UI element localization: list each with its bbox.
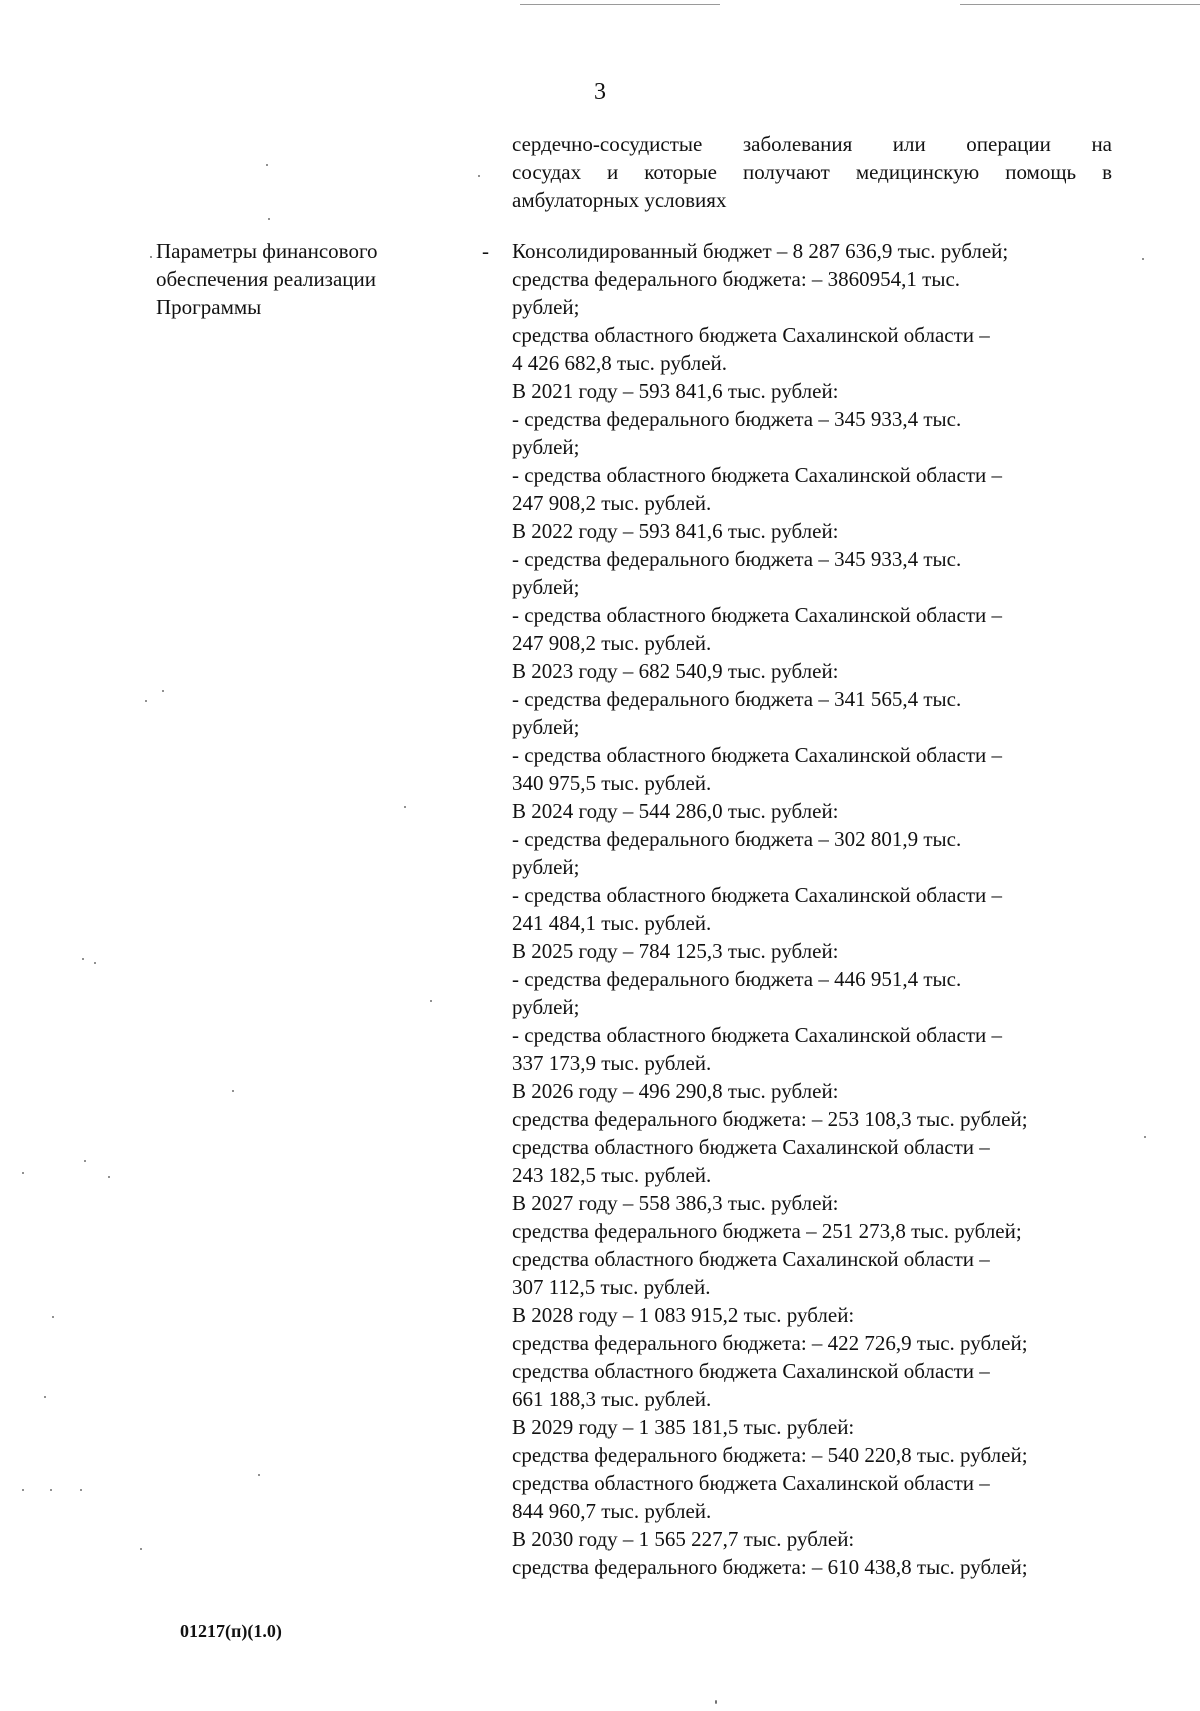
financing-line: 661 188,3 тыс. рублей. xyxy=(512,1387,712,1411)
scan-speck xyxy=(715,1700,717,1704)
financing-line: В 2030 году – 1 565 227,7 тыс. рублей: xyxy=(512,1527,855,1551)
financing-line: В 2023 году – 682 540,9 тыс. рублей: xyxy=(512,659,839,683)
financing-line: В 2029 году – 1 385 181,5 тыс. рублей: xyxy=(512,1415,855,1439)
financing-line: средства федерального бюджета: – 253 108,3 тыс. рублей; xyxy=(512,1107,1028,1131)
scan-speck xyxy=(94,962,96,964)
scan-speck xyxy=(84,1160,86,1162)
scan-speck xyxy=(232,1090,234,1092)
financing-line: рублей; xyxy=(512,995,580,1019)
scan-speck xyxy=(22,1489,24,1491)
scan-speck xyxy=(404,806,406,808)
financing-line: 337 173,9 тыс. рублей. xyxy=(512,1051,712,1075)
financing-line: рублей; xyxy=(512,435,580,459)
scan-speck xyxy=(430,1000,432,1002)
financing-line: рублей; xyxy=(512,295,580,319)
financing-line: средства областного бюджета Сахалинской области – xyxy=(512,1359,990,1383)
financing-line: 241 484,1 тыс. рублей. xyxy=(512,911,712,935)
financing-line: средства федерального бюджета: – 610 438,8 тыс. рублей; xyxy=(512,1555,1028,1579)
scan-speck xyxy=(140,1548,142,1550)
financing-line: В 2025 году – 784 125,3 тыс. рублей: xyxy=(512,939,839,963)
financing-line: - средства федерального бюджета – 345 933,4 тыс. xyxy=(512,547,962,571)
financing-line: - средства областного бюджета Сахалинской области – xyxy=(512,603,1002,627)
intro-line: сердечно-сосудистые заболевания или операции на xyxy=(512,132,1112,156)
financing-line: средства областного бюджета Сахалинской области – xyxy=(512,323,990,347)
financing-line: - средства областного бюджета Сахалинской области – xyxy=(512,883,1002,907)
intro-line: амбулаторных условиях xyxy=(512,188,727,212)
scan-speck xyxy=(258,1474,260,1476)
financing-line: 4 426 682,8 тыс. рублей. xyxy=(512,351,728,375)
financing-line: - средства областного бюджета Сахалинской области – xyxy=(512,1023,1002,1047)
financing-line: Консолидированный бюджет – 8 287 636,9 тыс. рублей; xyxy=(512,239,1009,263)
scan-speck xyxy=(1142,258,1144,260)
page-number: 3 xyxy=(594,79,606,105)
financing-line: - средства федерального бюджета – 446 951,4 тыс. xyxy=(512,967,962,991)
financing-line: средства областного бюджета Сахалинской области – xyxy=(512,1247,990,1271)
financing-line: В 2022 году – 593 841,6 тыс. рублей: xyxy=(512,519,839,543)
scan-speck xyxy=(266,164,268,166)
financing-line: В 2024 году – 544 286,0 тыс. рублей: xyxy=(512,799,839,823)
financing-line: средства федерального бюджета: – 3860954,1 тыс. xyxy=(512,267,961,291)
scan-rule-left xyxy=(520,4,720,5)
financing-line: В 2021 году – 593 841,6 тыс. рублей: xyxy=(512,379,839,403)
scan-speck xyxy=(82,958,84,960)
financing-line: - средства федерального бюджета – 345 933,4 тыс. xyxy=(512,407,962,431)
scan-speck xyxy=(108,1176,110,1178)
scan-speck xyxy=(145,700,147,702)
financing-line: рублей; xyxy=(512,575,580,599)
financing-line: - средства областного бюджета Сахалинской области – xyxy=(512,743,1002,767)
financing-line: - средства федерального бюджета – 341 565,4 тыс. xyxy=(512,687,962,711)
parameter-label-line: Параметры финансового xyxy=(156,239,378,263)
intro-paragraph xyxy=(512,130,1112,214)
scan-speck xyxy=(268,218,270,220)
parameter-label xyxy=(156,237,456,321)
financing-line: В 2028 году – 1 083 915,2 тыс. рублей: xyxy=(512,1303,855,1327)
financing-line: средства областного бюджета Сахалинской области – xyxy=(512,1471,990,1495)
row-separator-dash: - xyxy=(482,239,489,263)
financing-line: средства федерального бюджета: – 422 726,9 тыс. рублей; xyxy=(512,1331,1028,1355)
parameter-label-line: обеспечения реализации xyxy=(156,267,377,291)
financing-line: средства федерального бюджета – 251 273,8 тыс. рублей; xyxy=(512,1219,1022,1243)
financing-details xyxy=(512,237,1112,1581)
financing-line: В 2027 году – 558 386,3 тыс. рублей: xyxy=(512,1191,839,1215)
parameter-label-line: Программы xyxy=(156,295,262,319)
financing-line: 307 112,5 тыс. рублей. xyxy=(512,1275,711,1299)
scan-rule-right xyxy=(960,4,1200,5)
financing-line: средства областного бюджета Сахалинской области – xyxy=(512,1135,990,1159)
financing-line: рублей; xyxy=(512,715,580,739)
financing-line: - средства областного бюджета Сахалинской области – xyxy=(512,463,1002,487)
scan-speck xyxy=(44,1396,46,1398)
financing-line: 844 960,7 тыс. рублей. xyxy=(512,1499,712,1523)
scan-speck xyxy=(22,1172,24,1174)
intro-line: сосудах и которые получают медицинскую помощь в xyxy=(512,160,1112,184)
scan-speck xyxy=(478,175,480,177)
scan-speck xyxy=(150,256,152,258)
financing-line: В 2026 году – 496 290,8 тыс. рублей: xyxy=(512,1079,839,1103)
financing-line: средства федерального бюджета: – 540 220,8 тыс. рублей; xyxy=(512,1443,1028,1467)
financing-line: 243 182,5 тыс. рублей. xyxy=(512,1163,712,1187)
financing-line: 247 908,2 тыс. рублей. xyxy=(512,631,712,655)
scan-speck xyxy=(50,1489,52,1491)
scan-speck xyxy=(52,1316,54,1318)
financing-line: рублей; xyxy=(512,855,580,879)
document-code: 01217(п)(1.0) xyxy=(180,1621,282,1641)
scan-speck xyxy=(1144,1136,1146,1138)
financing-line: - средства федерального бюджета – 302 801,9 тыс. xyxy=(512,827,962,851)
scan-speck xyxy=(80,1489,82,1491)
financing-line: 340 975,5 тыс. рублей. xyxy=(512,771,712,795)
scan-speck xyxy=(162,690,164,692)
financing-line: 247 908,2 тыс. рублей. xyxy=(512,491,712,515)
